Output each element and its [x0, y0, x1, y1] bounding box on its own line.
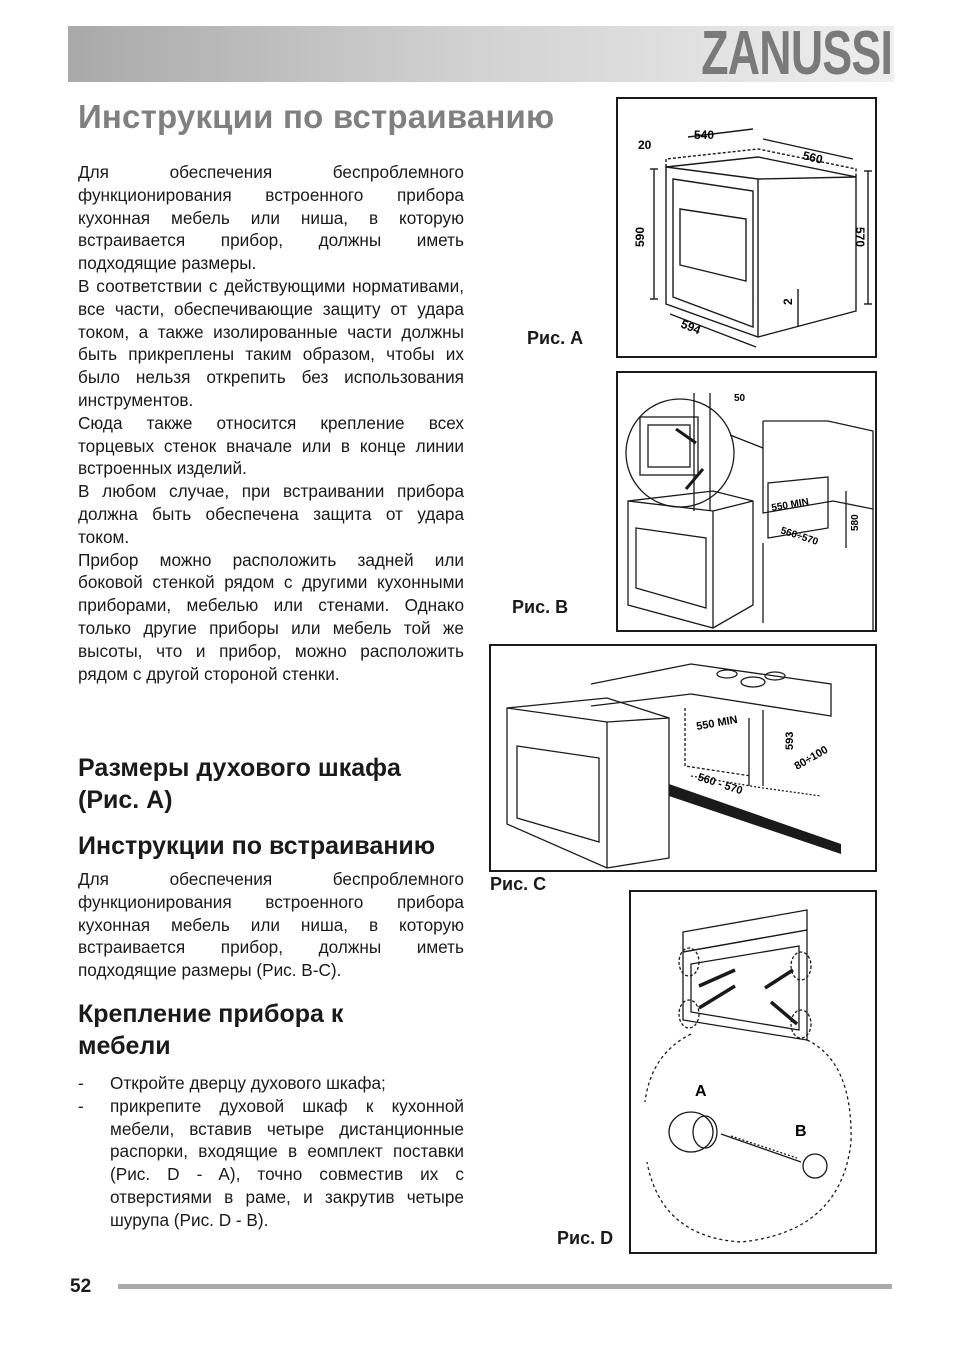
dim-593: 593	[784, 731, 796, 750]
dim-560-570: 560 - 570	[696, 771, 744, 798]
bullet-marker: -	[78, 1073, 84, 1093]
intro-paragraph-1: Для обеспечения беспроблемного функционирования встроенного прибора кухонная мебель или ниша, в которую встраивается прибор, должны иметь подходящие размеры.	[78, 162, 464, 274]
section-dimensions-heading: Размеры духового шкафа (Рис. A)	[78, 754, 401, 814]
intro-paragraph-5: Прибор можно расположить задней или боковой стенкой рядом с другими кухонными приборами, мебелью или стенами. Однако только другие приборы или мебель той же высоты, что и прибор, можно расположить рядом с другой стороной стенки.	[78, 549, 464, 684]
page-number: 52	[70, 1276, 92, 1297]
intro-paragraph-2: В соответствии с действующими нормативами, все части, обеспечивающие защиту от удара током, а также изолированные части должны быть прикреплены таким образом, чтобы их было нельзя открепить без использования инструментов.	[78, 275, 464, 410]
dim-560-570: 560÷570	[779, 525, 820, 548]
figure-c-drawing	[491, 646, 875, 870]
dim-550-min: 550 MIN	[770, 496, 810, 514]
figure-b-drawing	[618, 373, 875, 630]
figure-a	[616, 97, 877, 358]
dim-50: 50	[734, 393, 746, 404]
figure-b	[616, 371, 877, 632]
dim-580: 580	[850, 514, 861, 531]
intro-text	[78, 161, 464, 685]
intro-paragraph-3: Сюда также относится крепление всех торцевых стенок вначале или в конце линии встроенных изделий.	[78, 412, 464, 479]
dim-590: 590	[633, 226, 647, 247]
mounting-step-2: - прикрепите духовой шкаф к кухонной мебели, вставив четыре дистанционные распорки, входящие в еомплект поставки (Рис. D - A), точно совместив их с отверстиями в раме, и закрутив четыре шурупа (Рис. D - B).	[78, 1095, 464, 1230]
brand-logo: ZANUSSI	[701, 19, 892, 88]
mounting-step-1: - Откройте дверцу духового шкафа;	[78, 1073, 386, 1093]
dim-570: 570	[853, 227, 867, 248]
section-dimensions	[78, 752, 464, 982]
figure-a-drawing	[618, 99, 875, 356]
dim-550-min: 550 MIN	[695, 713, 739, 733]
section-mounting	[78, 998, 464, 1232]
figure-d-drawing	[631, 892, 875, 1252]
figure-c-caption: Рис. C	[490, 874, 547, 894]
label-b: B	[795, 1123, 807, 1140]
section-dimensions-paragraph: Для обеспечения беспроблемного функционирования встроенного прибора кухонная мебель или ниша, в которую встраивается прибор, должны иметь подходящие размеры (Рис. B-C).	[78, 869, 464, 981]
figure-c	[489, 644, 877, 872]
dim-2: 2	[781, 298, 795, 305]
dim-80-100: 80÷100	[792, 743, 831, 773]
dim-20: 20	[638, 138, 652, 152]
section-mounting-heading: Крепление прибора к мебели	[78, 1000, 344, 1060]
dim-560: 560	[801, 148, 825, 167]
label-a: A	[695, 1083, 707, 1100]
figure-d	[629, 890, 877, 1254]
dim-594: 594	[678, 316, 703, 338]
section-dimensions-subheading: Инструкции по встраиванию	[78, 832, 436, 860]
figure-d-caption: Рис. D	[557, 1228, 614, 1248]
mounting-steps	[78, 1072, 464, 1232]
bullet-marker: -	[78, 1095, 84, 1116]
page-title: Инструкции по встраиванию	[78, 98, 555, 135]
dim-540: 540	[694, 128, 715, 142]
footer-rule	[118, 1284, 892, 1289]
figure-a-caption: Рис. A	[527, 328, 584, 348]
intro-paragraph-4: В любом случае, при встраивании прибора должна быть обеспечена защита от удара током.	[78, 481, 464, 547]
figure-b-caption: Рис. B	[512, 597, 569, 617]
